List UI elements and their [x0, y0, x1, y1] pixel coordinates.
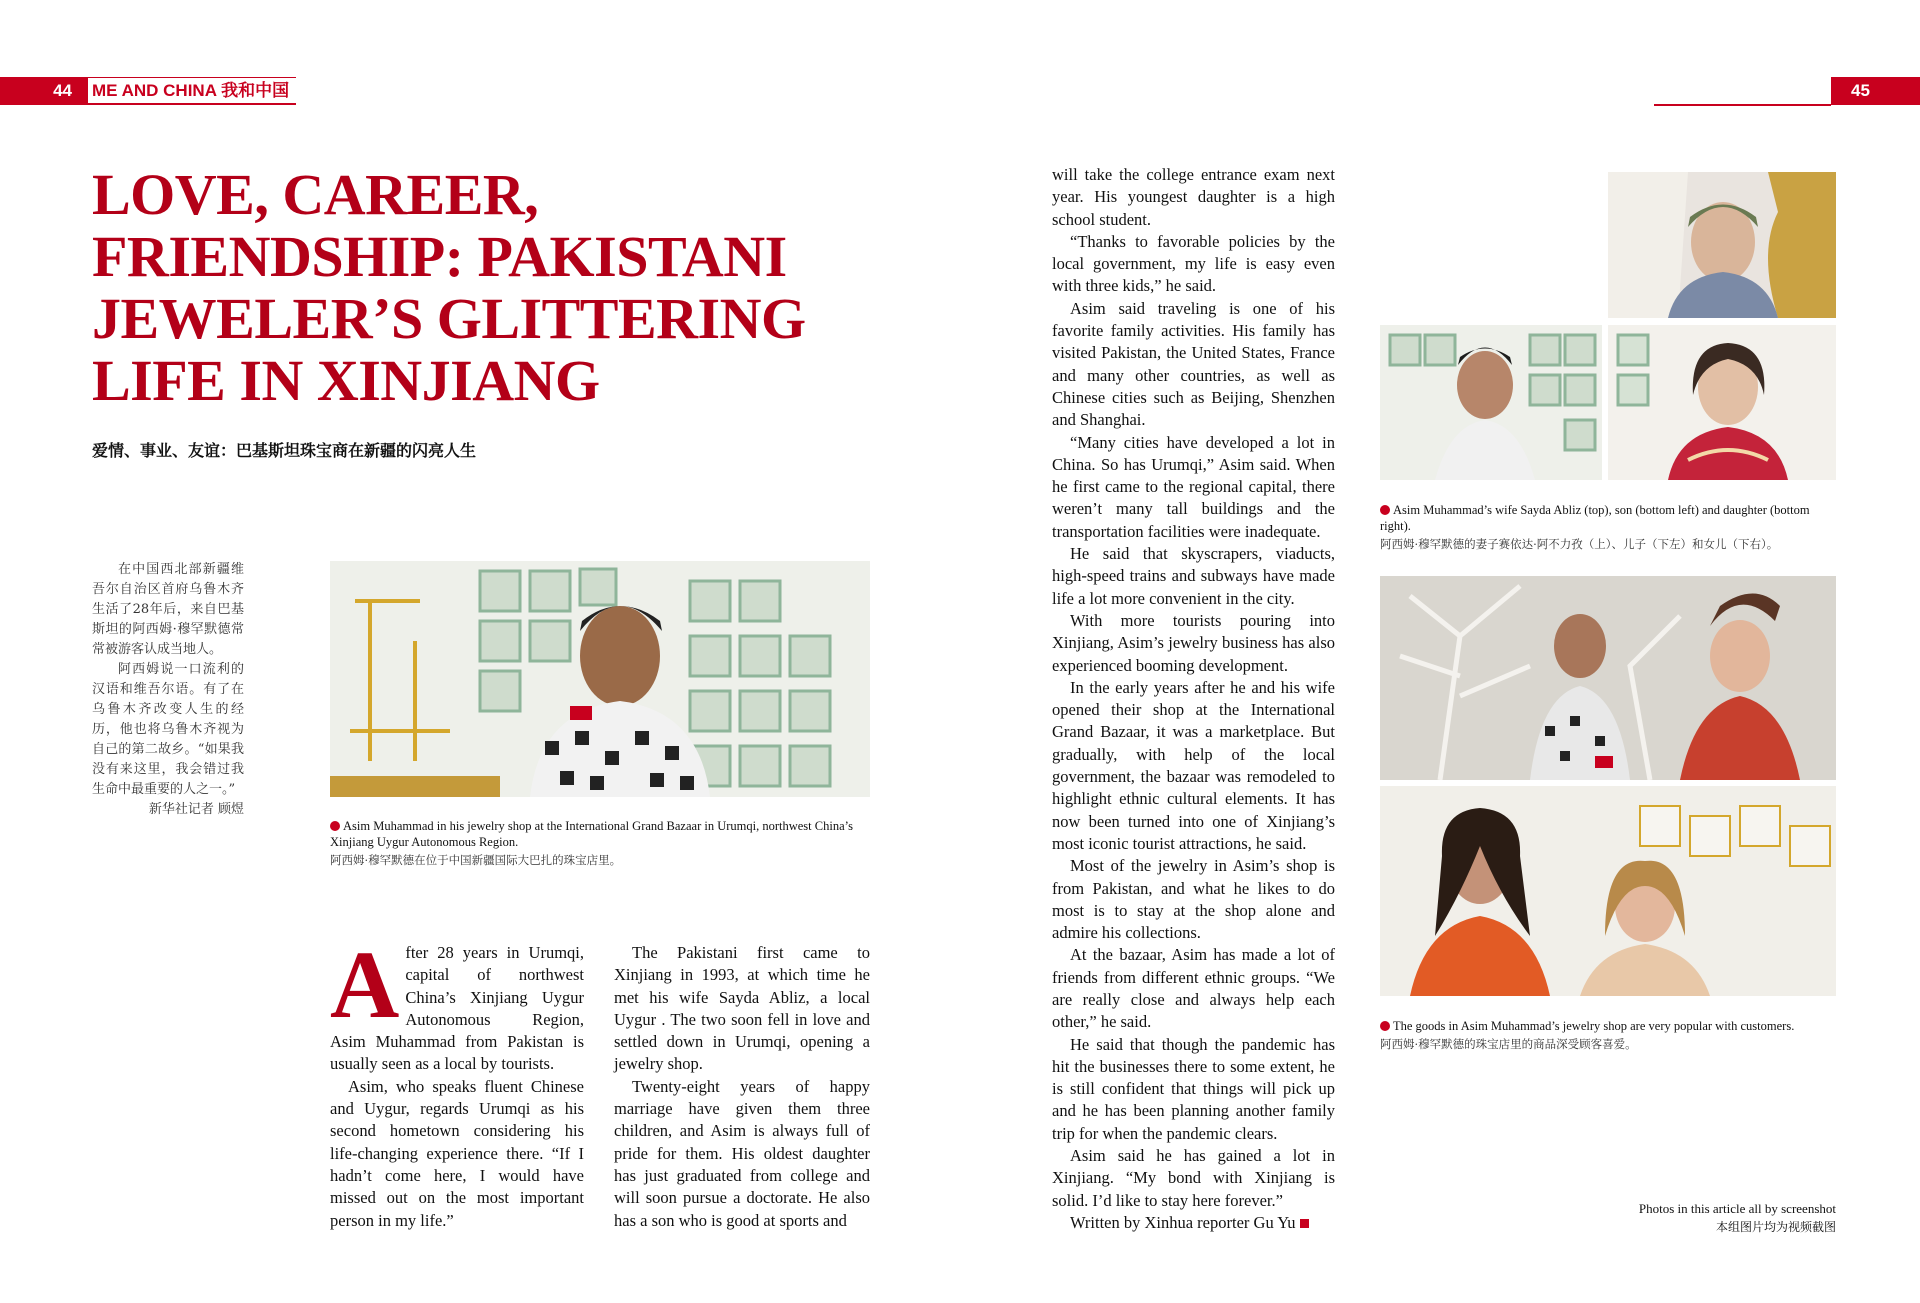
caption-text: The goods in Asim Muhammad’s jewelry shop are very popular with customers. — [1393, 1019, 1795, 1033]
article-column-1 — [330, 931, 584, 1232]
article-paragraph: Twenty-eight years of happy marriage have given them three children, and Asim is always full of pride for them. His oldest daughter has just graduated from college and will soon pursue a doctorate. He also has a son who is good at sports and — [614, 1076, 870, 1230]
photo-marker-icon — [1380, 505, 1390, 515]
article-paragraph: fter 28 years in Urumqi, capital of northwest China’s Xinjiang Uygur Autonomous Region, Asim Muhammad from Pakistan is usually seen as a local by tourists. — [330, 943, 584, 1074]
header-rule — [88, 103, 296, 105]
section-title: ME AND CHINA 我和中国 — [92, 81, 290, 100]
article-column-2 — [614, 942, 870, 1232]
article-paragraph: At the bazaar, Asim has made a lot of friends from different ethnic groups. “We are really close and always help each other,” he said. — [1052, 945, 1335, 1032]
daughter-portrait-image — [1608, 325, 1836, 480]
article-column-3 — [1052, 164, 1335, 1234]
wife-portrait-image — [1608, 172, 1836, 318]
shop-photo-1 — [1380, 576, 1836, 780]
article-paragraph: Asim, who speaks fluent Chinese and Uygur, regards Urumqi as his second hometown considering his life-changing experience there. “If I hadn’t come here, I would have missed out on the most important person in my life.” — [330, 1076, 584, 1230]
main-photo — [330, 561, 870, 797]
daughter-photo — [1608, 325, 1836, 480]
article-paragraph: He said that though the pandemic has hit the businesses there to some extent, he is still confident that things will pick up and he has been planning another family trip for when the pandemic clears. — [1052, 1034, 1335, 1143]
article-paragraph: The Pakistani first came to Xinjiang in 1993, at which time he met his wife Sayda Abliz, a local Uygur . The two soon fell in love and settled down in Urumqi, opening a jewelry shop. — [614, 943, 870, 1074]
caption-text: Asim Muhammad in his jewelry shop at the International Grand Bazaar in Urumqi, northwest China’s Xinjiang Uygur Autonomous Region. — [330, 819, 853, 849]
drop-cap: A — [330, 931, 400, 1038]
shop-photo-2 — [1380, 786, 1836, 996]
son-portrait-image — [1380, 325, 1602, 480]
caption-text-cn: 阿西姆·穆罕默德在位于中国新疆国际大巴扎的珠宝店里。 — [330, 853, 622, 867]
article-paragraph: With more tourists pouring into Xinjiang, Asim’s jewelry business has also experienced booming development. — [1052, 610, 1335, 675]
family-photo-caption — [1380, 502, 1836, 552]
article-paragraph: In the early years after he and his wife opened their shop at the International Grand Bazaar, it was a marketplace. But gradually, with help of the local government, the bazaar was remodeled to highlight ethnic cultural elements. It has now been turned into one of Xinjiang’s most iconic tourist attractions, he said. — [1052, 677, 1335, 853]
article-paragraph: Asim said traveling is one of his favorite family activities. His family has visited Pakistan, the United States, France and many other countries, as well as Chinese cities such as Beijing, Shenzhen and Shanghai. — [1052, 298, 1335, 430]
chinese-paragraph: 阿西姆说一口流利的汉语和维吾尔语。有了在乌鲁木齐改变人生的经历，他也将乌鲁木齐视为自己的第二故乡。“如果我没有来这里，我会错过我生命中最重要的人之一。” — [92, 662, 244, 797]
credit-text: Photos in this article all by screenshot — [1638, 1201, 1836, 1216]
headline-line: FRIENDSHIP: PAKISTANI — [92, 224, 787, 289]
chinese-summary — [92, 560, 244, 820]
caption-text-cn: 阿西姆·穆罕默德的珠宝店里的商品深受顾客喜爱。 — [1380, 1037, 1637, 1051]
article-paragraph: Most of the jewelry in Asim’s shop is from Pakistan, and what he likes to do most is to stay at the shop alone and admire his collections. — [1052, 856, 1335, 943]
photo-marker-icon — [1380, 1021, 1390, 1031]
son-photo — [1380, 325, 1602, 480]
end-mark-icon — [1300, 1219, 1309, 1228]
chinese-paragraph: 在中国西北部新疆维吾尔自治区首府乌鲁木齐生活了28年后，来自巴基斯坦的阿西姆·穆罕默德常常被游客认成当地人。 — [92, 562, 244, 657]
main-photo-caption — [330, 818, 870, 868]
article-headline — [92, 164, 812, 412]
credit-text-cn: 本组图片均为视频截图 — [1715, 1220, 1836, 1234]
headline-line: LOVE, CAREER, — [92, 162, 539, 227]
article-paragraph: Asim said he has gained a lot in Xinjiang. “My bond with Xinjiang is solid. I’d like to stay here forever.” — [1052, 1146, 1335, 1210]
left-page-number: 44 — [0, 77, 88, 105]
left-page-header — [0, 77, 296, 105]
goods-photo-caption — [1380, 1018, 1836, 1052]
chinese-byline: 新华社记者 顾煜 — [148, 802, 244, 817]
right-header-rule — [1654, 104, 1831, 106]
article-paragraph: “Thanks to favorable policies by the local government, my life is easy even with three kids,” he said. — [1052, 231, 1335, 296]
photo-credit — [1540, 1200, 1836, 1236]
wife-photo — [1608, 172, 1836, 318]
headline-line: JEWELER’S GLITTERING — [92, 286, 806, 351]
chinese-subtitle: 爱情、事业、友谊：巴基斯坦珠宝商在新疆的闪亮人生 — [92, 441, 477, 460]
shop-interior-image — [1380, 576, 1836, 780]
article-byline: Written by Xinhua reporter Gu Yu — [1070, 1212, 1296, 1232]
photo-marker-icon — [330, 821, 340, 831]
right-page-number: 45 — [1831, 77, 1920, 105]
article-paragraph: will take the college entrance exam next year. His youngest daughter is a high school student. — [1052, 165, 1335, 229]
caption-text-cn: 阿西姆·穆罕默德的妻子赛依达·阿不力孜（上）、儿子（下左）和女儿（下右）。 — [1380, 537, 1779, 551]
headline-line: LIFE IN XINJIANG — [92, 348, 600, 413]
jewelry-shop-portrait-image — [330, 561, 870, 797]
customers-image — [1380, 786, 1836, 996]
article-paragraph: “Many cities have developed a lot in China. So has Urumqi,” Asim said. When he first came to the regional capital, there weren’t many tall buildings and the transportation facilities were inadequate. — [1052, 432, 1335, 541]
caption-text: Asim Muhammad’s wife Sayda Abliz (top), son (bottom left) and daughter (bottom right). — [1380, 503, 1810, 533]
article-paragraph: He said that skyscrapers, viaducts, high-speed trains and subways have made life a lot more convenient in the city. — [1052, 544, 1335, 608]
